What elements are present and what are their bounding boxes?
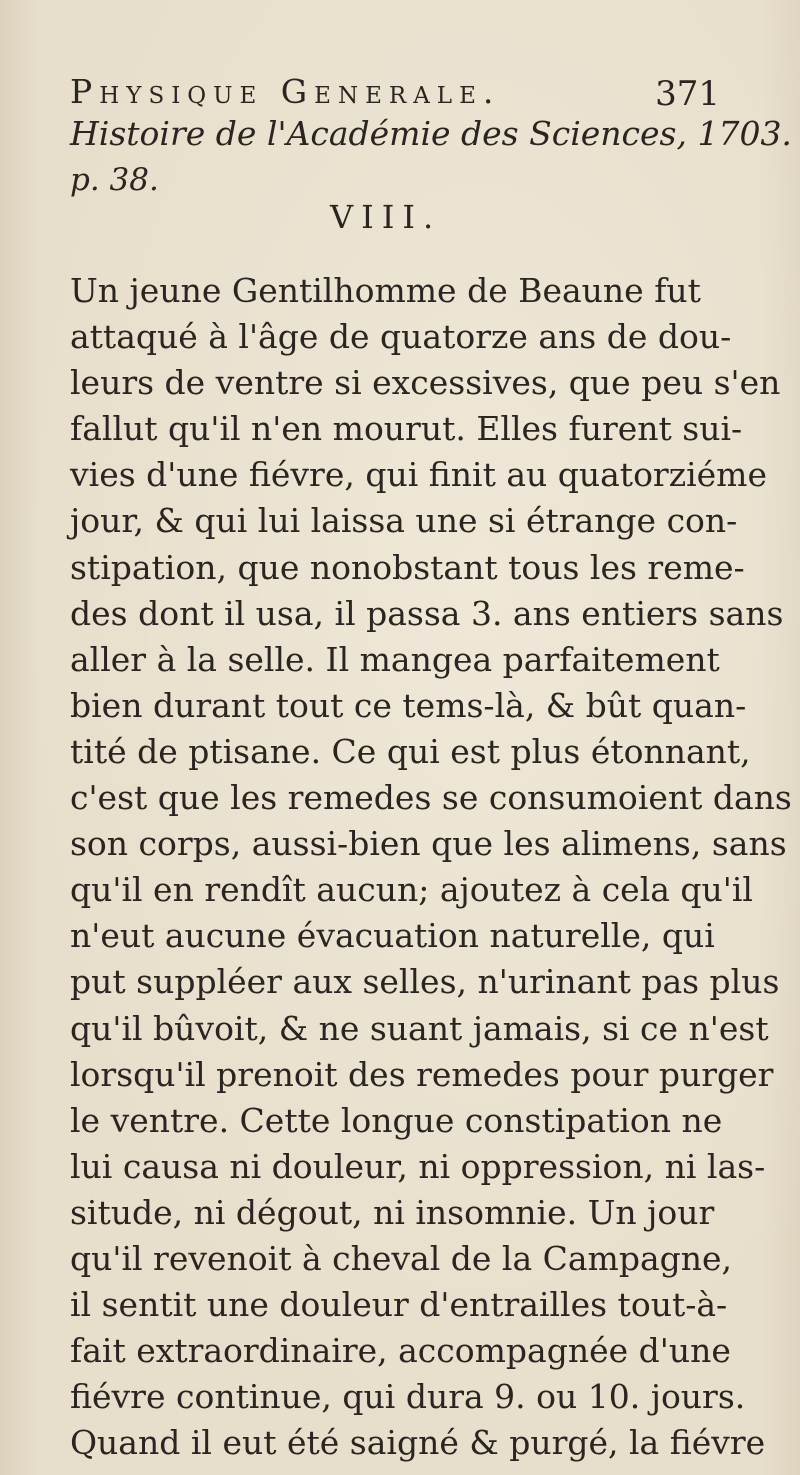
source-page-reference: p. 38.: [70, 162, 159, 198]
text-line: stipation, que nonobstant tous les reme-: [70, 547, 745, 587]
body-paragraph: [70, 268, 792, 1466]
text-line: Un jeune Gentilhomme de Beaune fut: [70, 271, 701, 310]
text-line: c'est que les remedes se consumoient dans: [70, 778, 792, 818]
page-number: 371: [655, 74, 720, 114]
text-line: vies d'une fiévre, qui finit au quatorziéme: [70, 455, 767, 495]
text-line: le ventre. Cette longue constipation ne: [70, 1100, 723, 1140]
text-line: son corps, aussi-bien que les alimens, sans: [70, 824, 787, 864]
text-line: lui causa ni douleur, ni oppression, ni las-: [70, 1146, 766, 1186]
running-title: Physique Generale.: [70, 72, 501, 111]
text-line: qu'il bûvoit, & ne suant jamais, si ce n'est: [70, 1008, 769, 1048]
text-line: leurs de ventre si excessives, que peu s'en: [70, 363, 781, 403]
running-head: [70, 72, 730, 116]
text-line: attaqué à l'âge de quatorze ans de dou-: [70, 317, 732, 357]
text-line: il sentit une douleur d'entrailles tout-à-: [70, 1285, 728, 1325]
text-line: n'eut aucune évacuation naturelle, qui: [70, 916, 715, 956]
text-line: lorsqu'il prenoit des remedes pour purger: [70, 1054, 774, 1094]
text-line: jour, & qui lui laissa une si étrange con-: [70, 501, 738, 541]
text-line: tité de ptisane. Ce qui est plus étonnant,: [70, 731, 751, 771]
text-line: fallut qu'il n'en mourut. Elles furent sui-: [70, 409, 743, 449]
section-heading: VIII.: [330, 198, 442, 236]
text-line: Quand il eut été saigné & purgé, la fiévre: [70, 1423, 766, 1463]
source-citation: Histoire de l'Académie des Sciences, 1703.: [70, 114, 792, 153]
text-line: des dont il usa, il passa 3. ans entiers sans: [70, 593, 784, 633]
text-line: put suppléer aux selles, n'urinant pas plus: [70, 962, 780, 1002]
text-line: fait extraordinaire, accompagnée d'une: [70, 1331, 731, 1371]
text-line: situde, ni dégout, ni insomnie. Un jour: [70, 1192, 715, 1232]
text-line: qu'il revenoit à cheval de la Campagne,: [70, 1238, 733, 1278]
text-line: bien durant tout ce tems-là, & bût quan-: [70, 685, 747, 725]
text-line: aller à la selle. Il mangea parfaitement: [70, 639, 720, 679]
text-line: fiévre continue, qui dura 9. ou 10. jours.: [70, 1377, 746, 1417]
text-line: qu'il en rendît aucun; ajoutez à cela qu'il: [70, 870, 753, 910]
